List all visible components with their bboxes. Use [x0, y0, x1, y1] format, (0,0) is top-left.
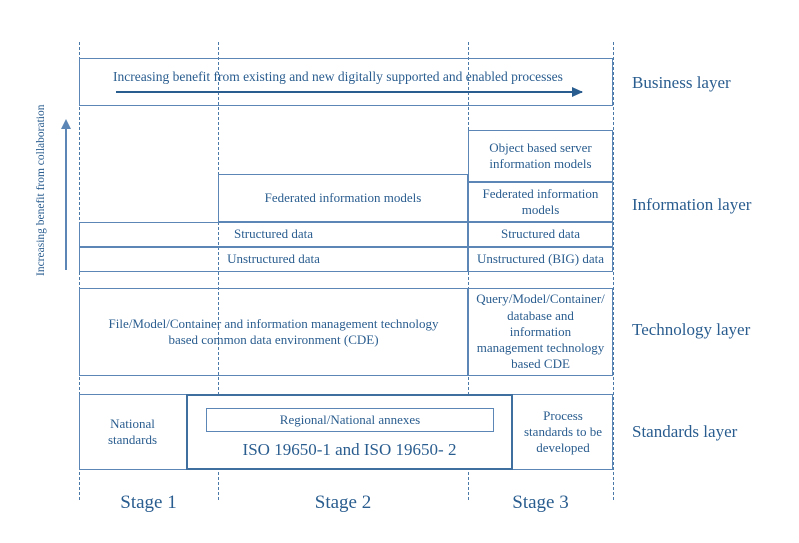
stage-label-2: Stage 2 — [314, 492, 372, 513]
stage-divider-right — [613, 42, 614, 500]
technology-cde-stage3: Query/Model/Container/ database and information management technology based CDE — [468, 288, 613, 376]
layer-label-technology: Technology layer — [632, 320, 751, 339]
layer-label-standards: Standards layer — [632, 422, 738, 441]
layer-label-information: Information layer — [632, 195, 752, 214]
business-layer-arrow — [116, 91, 582, 93]
stage-label-1: Stage 1 — [120, 492, 177, 513]
business-layer-arrow-text: Increasing benefit from existing and new digitally supported and enabled processes — [113, 69, 563, 84]
regional-national-annexes-box: Regional/National annexes — [206, 408, 494, 432]
iso-standards-title: ISO 19650-1 and ISO 19650- 2 — [242, 440, 457, 459]
info-federated-models-stage3: Federated information models — [468, 182, 613, 222]
standards-process-standards: Process standards to be developed — [524, 407, 602, 456]
collaboration-benefit-arrow — [65, 128, 67, 270]
info-federated-models: Federated information models — [218, 174, 468, 222]
info-structured-data-stage3: Structured data — [468, 222, 613, 247]
info-structured-data: Structured data — [79, 222, 468, 247]
stage-label-3: Stage 3 — [512, 492, 569, 513]
info-unstructured-big-data: Unstructured (BIG) data — [468, 247, 613, 272]
info-object-based-server-models: Object based server information models — [468, 130, 613, 182]
layer-label-business: Business layer — [632, 73, 731, 92]
standards-national-standards: National standards — [107, 415, 158, 447]
collaboration-benefit-label: Increasing benefit from collaboration — [35, 104, 47, 276]
info-unstructured-data: Unstructured data — [79, 247, 468, 272]
technology-cde-main: File/Model/Container and information management technology based common data environment (CDE) — [79, 288, 468, 376]
